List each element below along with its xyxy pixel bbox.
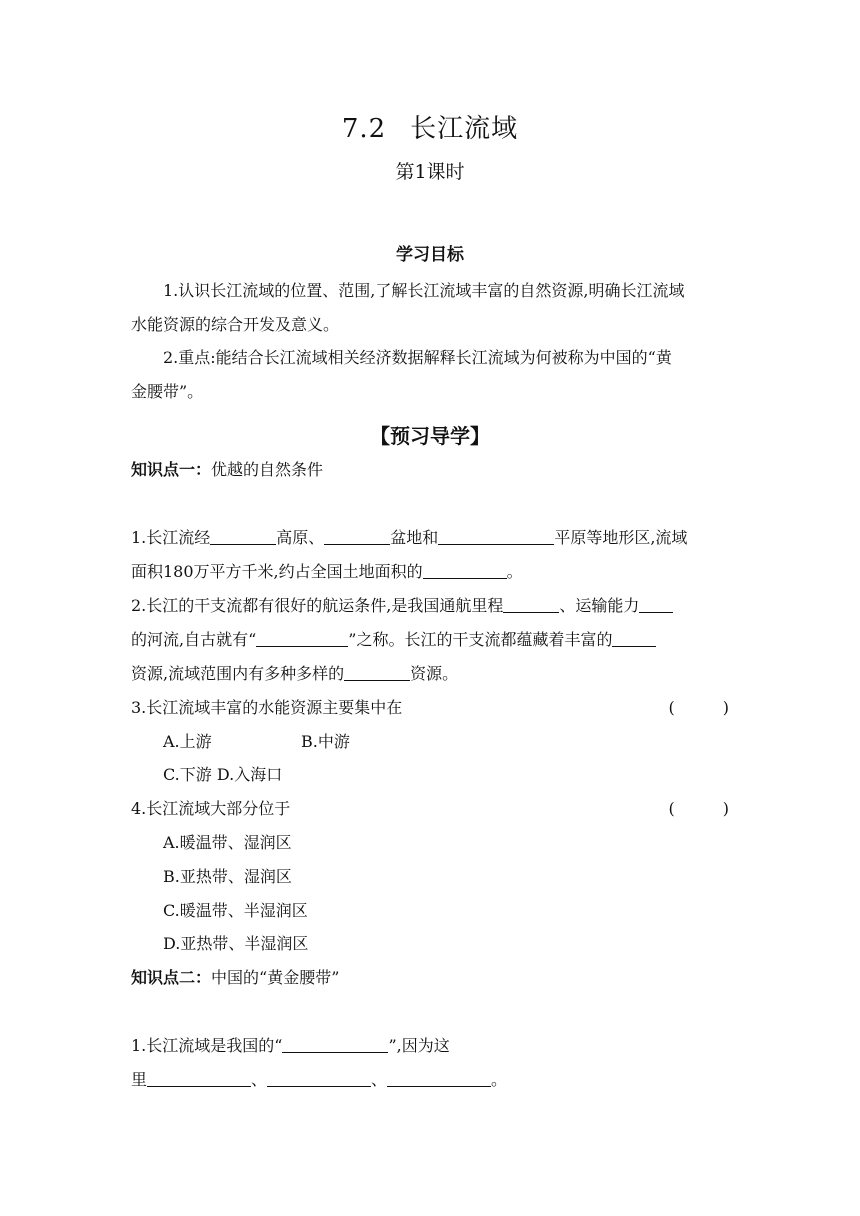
preview-heading: 【预习导学】 <box>370 424 490 448</box>
answer-blank[interactable] <box>387 1071 491 1087</box>
answer-blank[interactable] <box>324 529 390 545</box>
answer-blank[interactable] <box>344 665 410 681</box>
question-text: 4.长江流域大部分位于 <box>131 799 291 818</box>
kp1-q2-line2 <box>131 630 729 650</box>
answer-blank[interactable] <box>282 1037 388 1053</box>
answer-parens[interactable]: ( ) <box>668 698 729 717</box>
kp1-q1-line2 <box>131 562 729 582</box>
kp1-q3-options-ab <box>163 732 761 752</box>
text-segment: 、 <box>371 1070 388 1089</box>
kp1-q4-option-d[interactable]: D.亚热带、半湿润区 <box>163 934 309 953</box>
text-segment: 1.长江流经 <box>131 528 211 547</box>
answer-blank[interactable] <box>210 529 276 545</box>
answer-blank[interactable] <box>256 631 348 647</box>
answer-blank[interactable] <box>423 563 507 579</box>
goal-1-line-1: 1.认识长江流域的位置、范围,了解长江流域丰富的自然资源,明确长江流域 <box>163 281 685 300</box>
answer-parens[interactable]: ( ) <box>668 799 729 818</box>
goal-2-line-2: 金腰带”。 <box>131 382 204 401</box>
text-segment: 里 <box>131 1070 148 1089</box>
text-segment: 面积180万平方千米,约占全国土地面积的 <box>131 562 423 581</box>
text-segment: 高原、 <box>276 528 325 547</box>
knowledge-point-1 <box>131 460 729 480</box>
text-segment: 。 <box>491 1070 508 1089</box>
title-name: 长江流域 <box>410 114 519 144</box>
goal-1-line-2: 水能资源的综合开发及意义。 <box>131 315 340 334</box>
kp1-q2-line1 <box>131 596 729 616</box>
option-a[interactable]: A.上游 <box>163 732 212 751</box>
page-title <box>0 114 860 144</box>
text-segment: 、运输能力 <box>559 596 640 615</box>
kp1-text: 优越的自然条件 <box>211 460 324 479</box>
kp1-q4-option-c[interactable]: C.暖温带、半湿润区 <box>163 901 308 920</box>
title-number: 7.2 <box>341 114 387 144</box>
kp1-q4-option-a[interactable]: A.暖温带、湿润区 <box>163 833 292 852</box>
kp2-q1-line1 <box>131 1036 729 1056</box>
goals-heading: 学习目标 <box>396 245 464 265</box>
text-segment: ”之称。长江的干支流都蕴藏着丰富的 <box>348 630 613 649</box>
text-segment: 盆地和 <box>390 528 439 547</box>
text-segment: 资源。 <box>410 664 459 683</box>
text-segment: 1.长江流域是我国的“ <box>131 1036 283 1055</box>
knowledge-point-2 <box>131 968 729 988</box>
kp1-q3-options-cd[interactable]: C.下游 D.入海口 <box>163 765 283 784</box>
kp2-label: 知识点二： <box>131 968 212 987</box>
kp1-q4-option-b[interactable]: B.亚热带、湿润区 <box>163 867 292 886</box>
answer-blank[interactable] <box>503 597 559 613</box>
kp1-q2-line3 <box>131 664 729 684</box>
text-segment: 、 <box>251 1070 268 1089</box>
text-segment: 平原等地形区,流域 <box>554 528 688 547</box>
kp1-label: 知识点一： <box>131 460 212 479</box>
text-segment: ”,因为这 <box>388 1036 450 1055</box>
answer-blank[interactable] <box>147 1071 251 1087</box>
answer-blank[interactable] <box>267 1071 371 1087</box>
text-segment: 。 <box>506 562 523 581</box>
question-text: 3.长江流域丰富的水能资源主要集中在 <box>131 698 403 717</box>
text-segment: 2.长江的干支流都有很好的航运条件,是我国通航里程 <box>131 596 504 615</box>
kp1-q1-line1 <box>131 528 729 548</box>
goal-2-line-1: 2.重点:能结合长江流域相关经济数据解释长江流域为何被称为中国的“黄 <box>163 348 672 367</box>
page-subtitle: 第1课时 <box>395 161 465 183</box>
answer-blank[interactable] <box>639 597 673 613</box>
answer-blank[interactable] <box>438 529 554 545</box>
answer-blank[interactable] <box>612 631 656 647</box>
text-segment: 资源,流域范围内有多种多样的 <box>131 664 345 683</box>
text-segment: 的河流,自古就有“ <box>131 630 257 649</box>
kp2-q1-line2 <box>131 1070 729 1090</box>
kp2-text: 中国的“黄金腰带” <box>211 968 340 987</box>
kp1-q3-stem <box>131 698 729 718</box>
kp1-q4-stem <box>131 799 729 819</box>
option-b[interactable]: B.中游 <box>301 732 350 751</box>
